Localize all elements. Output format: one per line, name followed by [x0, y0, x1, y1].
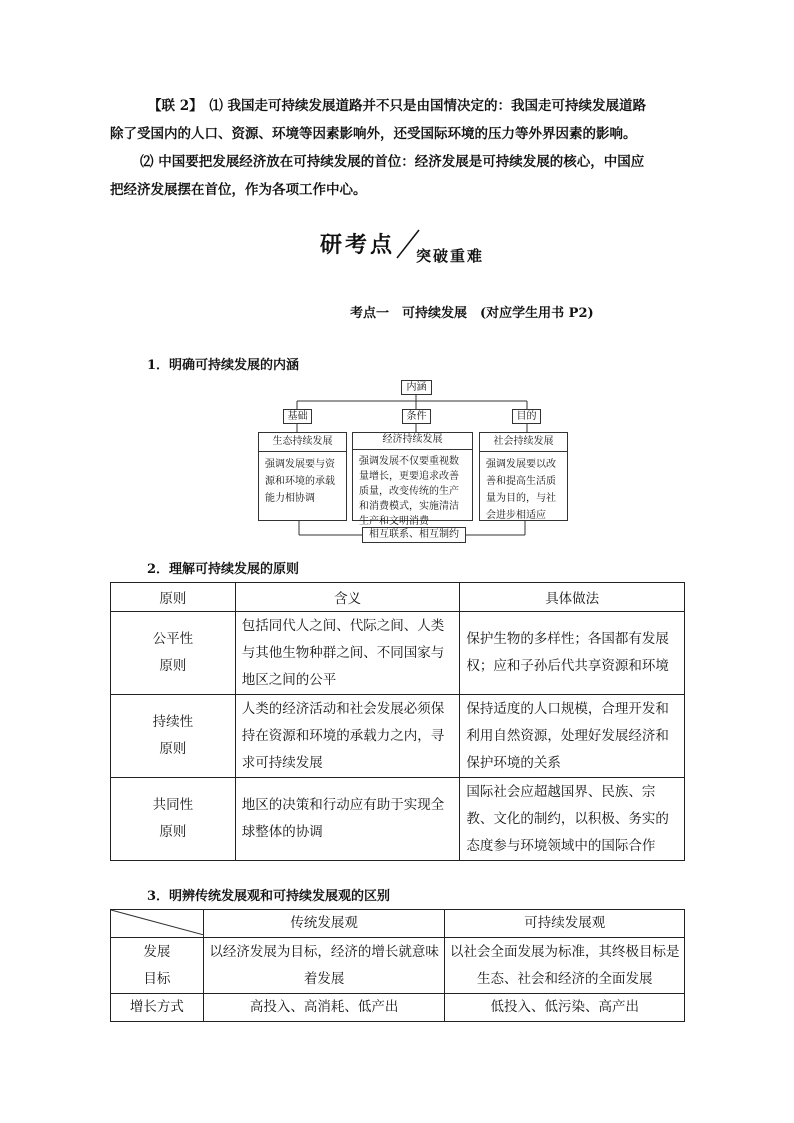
section-title: 考点一 可持续发展 (对应学生用书 P2): [350, 306, 594, 321]
principle-name: 共同性 原则: [111, 778, 236, 861]
intro-line-2: 除了受国内的人口、资源、环境等因素影响外，还受国际环境的压力等外界因素的影响。: [110, 126, 637, 142]
table-row: [111, 778, 685, 861]
banner-main: 研考点: [320, 233, 396, 258]
diagram-economic-title: 经济持续发展: [353, 431, 472, 450]
diagram-label-condition: 条件: [402, 409, 431, 424]
sec3-heading: 3．明辨传统发展观和可持续发展观的区别: [147, 889, 391, 904]
diagram-ecological-text: 强调发展要与资源和环境的承载能力相协调: [265, 459, 335, 504]
intro-line-3: ⑵ 中国要把发展经济放在可持续发展的首位：经济发展是可持续发展的核心，中国应: [140, 154, 645, 170]
comparison-header-traditional: 传统发展观: [203, 910, 445, 938]
comparison-table: [110, 909, 685, 1022]
table-row: [111, 938, 685, 994]
principle-meaning: 包括同代人之间、代际之间、人类与其他生物种群之间、不同国家与地区之间的公平: [235, 612, 460, 695]
principle-meaning: 地区的决策和行动应有助于实现全球整体的协调: [235, 778, 460, 861]
principles-table: [110, 582, 685, 861]
banner-sub: 突破重难: [416, 247, 485, 265]
diagram-social-text: 强调发展要以改善和提高生活质量为目的，与社会进步相适应: [486, 459, 556, 521]
principles-header-principle: 原则: [111, 583, 236, 612]
diagram-label-purpose: 目的: [512, 409, 541, 424]
diagram-root: 内涵: [401, 380, 432, 395]
diagram-label-basis: 基础: [283, 409, 312, 424]
table-row: [111, 695, 685, 778]
principle-meaning: 人类的经济活动和社会发展必须保持在资源和环境的承载力之内，寻求可持续发展: [235, 695, 460, 778]
sec1-heading: 1．明确可持续发展的内涵: [147, 358, 300, 373]
comparison-traditional: 高投入、高消耗、低产出: [203, 994, 445, 1022]
comparison-row-name: 发展 目标: [111, 938, 204, 994]
comparison-traditional: 以经济发展为目标，经济的增长就意味着发展: [203, 938, 445, 994]
table-row: [111, 612, 685, 695]
principles-header-practice: 具体做法: [460, 583, 685, 612]
comparison-header-sustainable: 可持续发展观: [445, 910, 685, 938]
principles-header-meaning: 含义: [235, 583, 460, 612]
diagram-social: [479, 432, 568, 521]
intro-line-1: 【联 2】 ⑴ 我国走可持续发展道路并不只是由国情决定的：我国走可持续发展道路: [148, 98, 647, 114]
comparison-corner: [111, 910, 204, 938]
diagram-social-title: 社会持续发展: [480, 433, 567, 452]
sec2-heading: 2．理解可持续发展的原则: [147, 562, 300, 577]
comparison-row-name: 增长方式: [111, 994, 204, 1022]
table-row: [111, 994, 685, 1022]
diagram-bottom: 相互联系、相互制约: [362, 527, 466, 543]
principle-name: 持续性 原则: [111, 695, 236, 778]
principle-name: 公平性 原则: [111, 612, 236, 695]
diagram-economic-text: 强调发展不仅要重视数量增长，更要追求改善质量，改变传统的生产和消费模式，实施清洁生产和文明消费: [359, 456, 459, 527]
principle-practice: 保护生物的多样性；各国都有发展权；应和子孙后代共享资源和环境: [460, 612, 685, 695]
diagram-ecological-title: 生态持续发展: [259, 433, 346, 452]
intro-line-4: 把经济发展摆在首位，作为各项工作中心。: [110, 182, 367, 198]
comparison-sustainable: 以社会全面发展为标准，其终极目标是生态、社会和经济的全面发展: [445, 938, 685, 994]
principle-practice: 国际社会应超越国界、民族、宗教、文化的制约，以积极、务实的态度参与环境领域中的国际合作: [460, 778, 685, 861]
principle-practice: 保持适度的人口规模，合理开发和利用自然资源，处理好发展经济和保护环境的关系: [460, 695, 685, 778]
diagram-economic: [352, 432, 473, 527]
comparison-sustainable: 低投入、低污染、高产出: [445, 994, 685, 1022]
diagram-ecological: [258, 432, 347, 521]
